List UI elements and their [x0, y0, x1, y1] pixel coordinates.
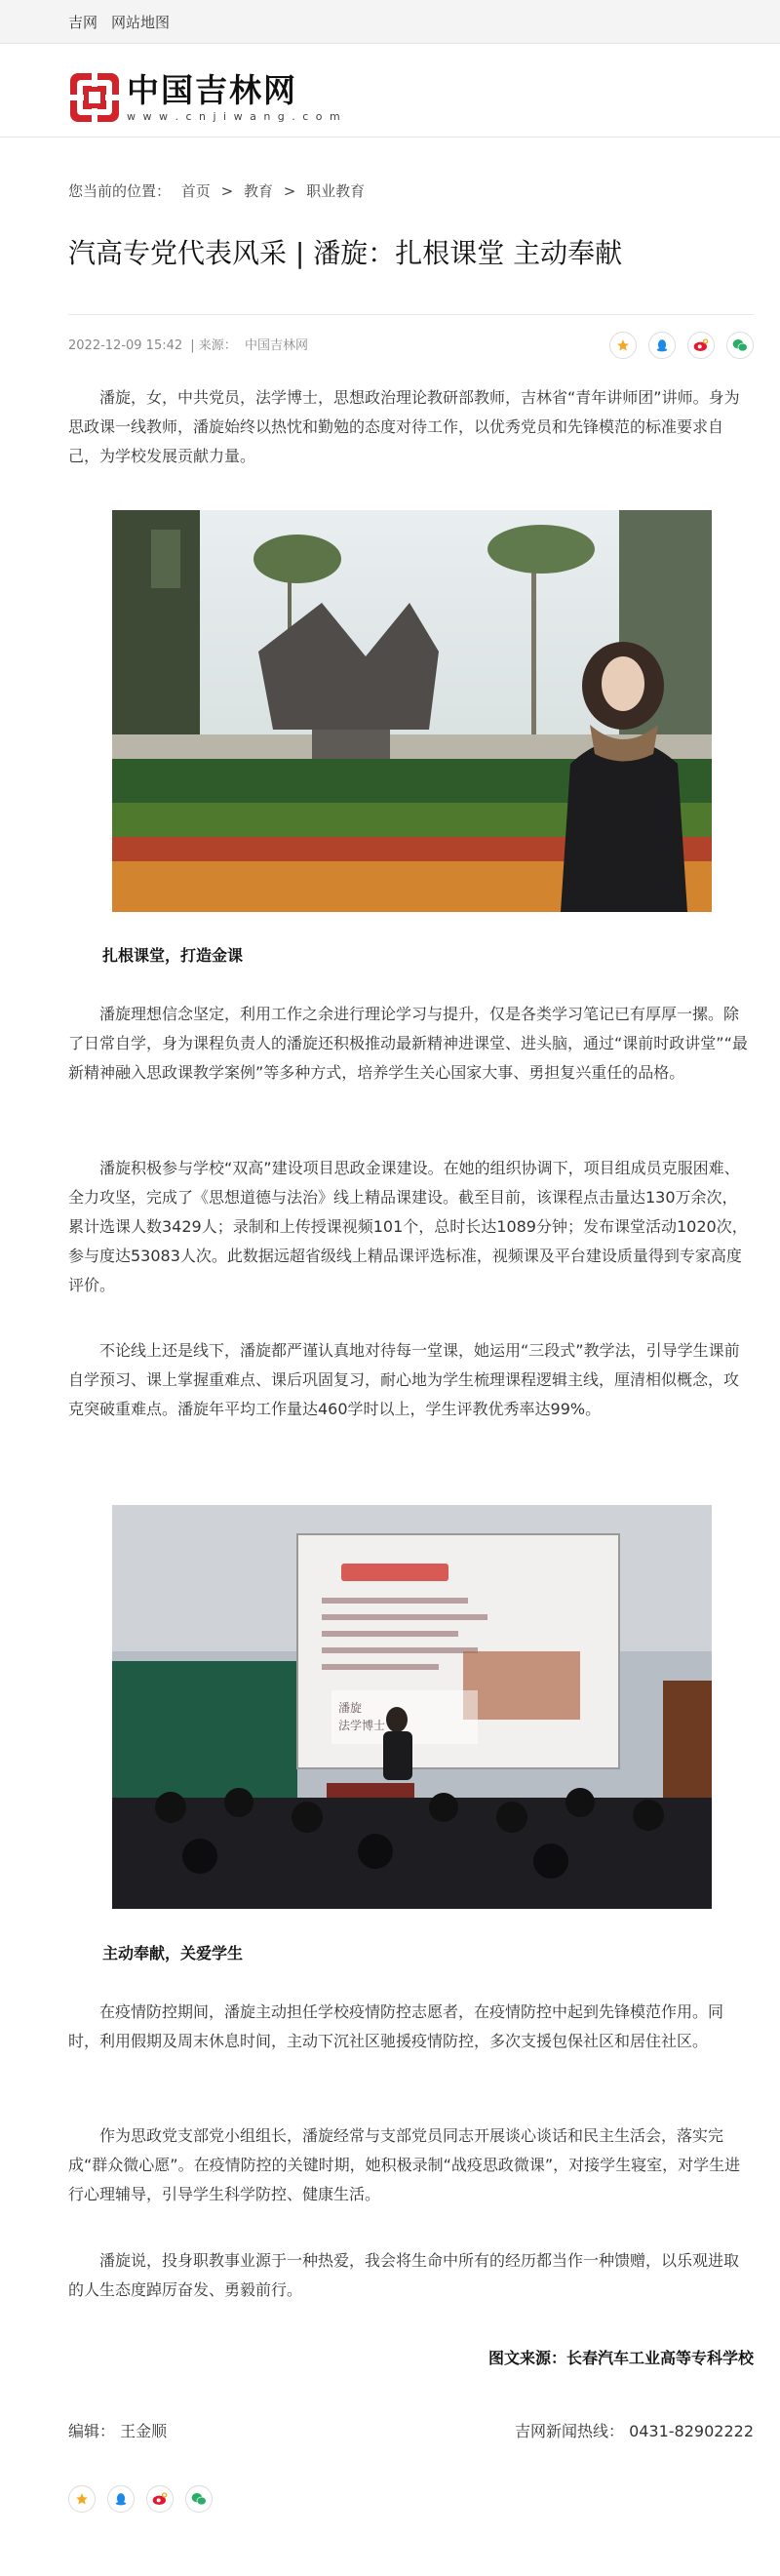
breadcrumb-vocational[interactable]: 职业教育	[306, 182, 366, 200]
article-meta	[68, 335, 312, 353]
star-icon[interactable]	[68, 2485, 96, 2513]
logo-mark-icon	[68, 71, 121, 124]
section-heading: 扎根课堂，打造金课	[102, 946, 244, 965]
publish-date: 2022-12-09 15:42	[68, 338, 183, 353]
image-credit: 图文来源：长春汽车工业高等专科学校	[488, 2349, 754, 2367]
breadcrumb-separator: >	[283, 182, 296, 200]
breadcrumb	[68, 180, 370, 201]
editor-label: 编辑：	[68, 2422, 116, 2440]
slide-name: 潘旋	[338, 1701, 363, 1715]
classroom-photo	[112, 1505, 712, 1909]
logo-name: 中国吉林网	[127, 70, 297, 109]
hotline-label: 吉网新闻热线：	[514, 2422, 624, 2440]
article-paragraph: 潘旋积极参与学校“双高”建设项目思政金课建设。在她的组织协调下，项目组成员克服困难、全力攻坚，完成了《思想道德与法治》线上精品课建设。截至目前，该课程点击量达130万余次，累计选课人数3429人；录制和上传授课视频101个，总时长达1089分钟；发布课堂活动1020次，参与度达53083人次。此数据远超省级线上精品课评选标准，视频课及平台建设质量得到专家高度评价。	[68, 1159, 748, 1294]
article-paragraph: 潘旋，女，中共党员，法学博士，思想政治理论教研部教师，吉林省“青年讲师团”讲师。身为思政课一线教师，潘旋始终以热忱和勤勉的态度对待工作，以优秀党员和先锋模范的标准要求自己，为学校发展贡献力量。	[68, 388, 740, 465]
campus-photo	[112, 510, 712, 912]
top-nav-bar	[0, 0, 780, 44]
wechat-icon[interactable]	[726, 332, 754, 359]
article-paragraph: 在疫情防控期间，潘旋主动担任学校疫情防控志愿者，在疫情防控中起到先锋模范作用。同时，利用假期及周末休息时间，主动下沉社区驰援疫情防控，多次支援包保社区和居住社区。	[68, 2002, 724, 2050]
editor-name: 王金顺	[120, 2422, 168, 2440]
breadcrumb-prefix: 您当前的位置：	[68, 182, 172, 200]
qq-icon[interactable]	[648, 332, 676, 359]
article-paragraph: 作为思政党支部党小组组长，潘旋经常与支部党员同志开展谈心谈话和民主生活会，落实完成“群众微心愿”。在疫情防控的关键时期，她积极录制“战疫思政微课”，对接学生寝室，对学生进行心理辅导，引导学生科学防控、健康生活。	[68, 2126, 741, 2203]
star-icon[interactable]	[609, 332, 637, 359]
article-paragraph: 不论线上还是线下，潘旋都严谨认真地对待每一堂课，她运用“三段式”教学法，引导学生课前自学预习、课上掌握重难点、课后巩固复习，耐心地为学生梳理课程逻辑主线，厘清相似概念，攻克突破重难点。潘旋年平均工作量达460学时以上，学生评教优秀率达99%。	[68, 1341, 740, 1418]
logo-url: w w w . c n j i w a n g . c o m	[127, 109, 342, 123]
breadcrumb-separator: >	[220, 182, 234, 200]
site-logo[interactable]	[68, 71, 342, 124]
share-bar-bottom	[57, 2485, 213, 2513]
breadcrumb-education[interactable]: 教育	[243, 182, 273, 200]
news-hotline	[515, 2419, 754, 2441]
section-heading: 主动奉献，关爱学生	[102, 1944, 244, 1962]
title-divider	[68, 314, 754, 315]
article-title: 汽高专党代表风采 | 潘旋：扎根课堂 主动奉献	[68, 237, 623, 269]
slide-degree: 法学博士	[338, 1719, 386, 1732]
article-paragraph: 潘旋说，投身职教事业源于一种热爱，我会将生命中所有的经历都当作一种馈赠，以乐观进取的人生态度踔厉奋发、勇毅前行。	[68, 2251, 740, 2299]
weibo-icon[interactable]	[687, 332, 715, 359]
hotline-number: 0431-82902222	[629, 2422, 754, 2440]
breadcrumb-home[interactable]: 首页	[180, 182, 211, 200]
article-paragraph: 潘旋理想信念坚定，利用工作之余进行理论学习与提升，仅是各类学习笔记已有厚厚一摞。除了日常自学，身为课程负责人的潘旋还积极推动最新精神进课堂、进头脑，通过“课前时政讲堂”“最新精神融入思政课教学案例”等多种方式，培养学生关心国家大事、勇担复兴重任的品格。	[68, 1005, 748, 1082]
share-bar-top	[598, 332, 754, 359]
site-header	[0, 44, 780, 138]
source-label: | 来源：	[190, 338, 237, 353]
qq-icon[interactable]	[107, 2485, 135, 2513]
wechat-icon[interactable]	[185, 2485, 213, 2513]
editor-info	[68, 2419, 167, 2441]
top-nav-sitemap-link[interactable]: 网站地图	[111, 13, 171, 31]
weibo-icon[interactable]	[146, 2485, 174, 2513]
top-nav-home-link[interactable]: 吉网	[68, 13, 98, 31]
source-name: 中国吉林网	[244, 338, 308, 353]
